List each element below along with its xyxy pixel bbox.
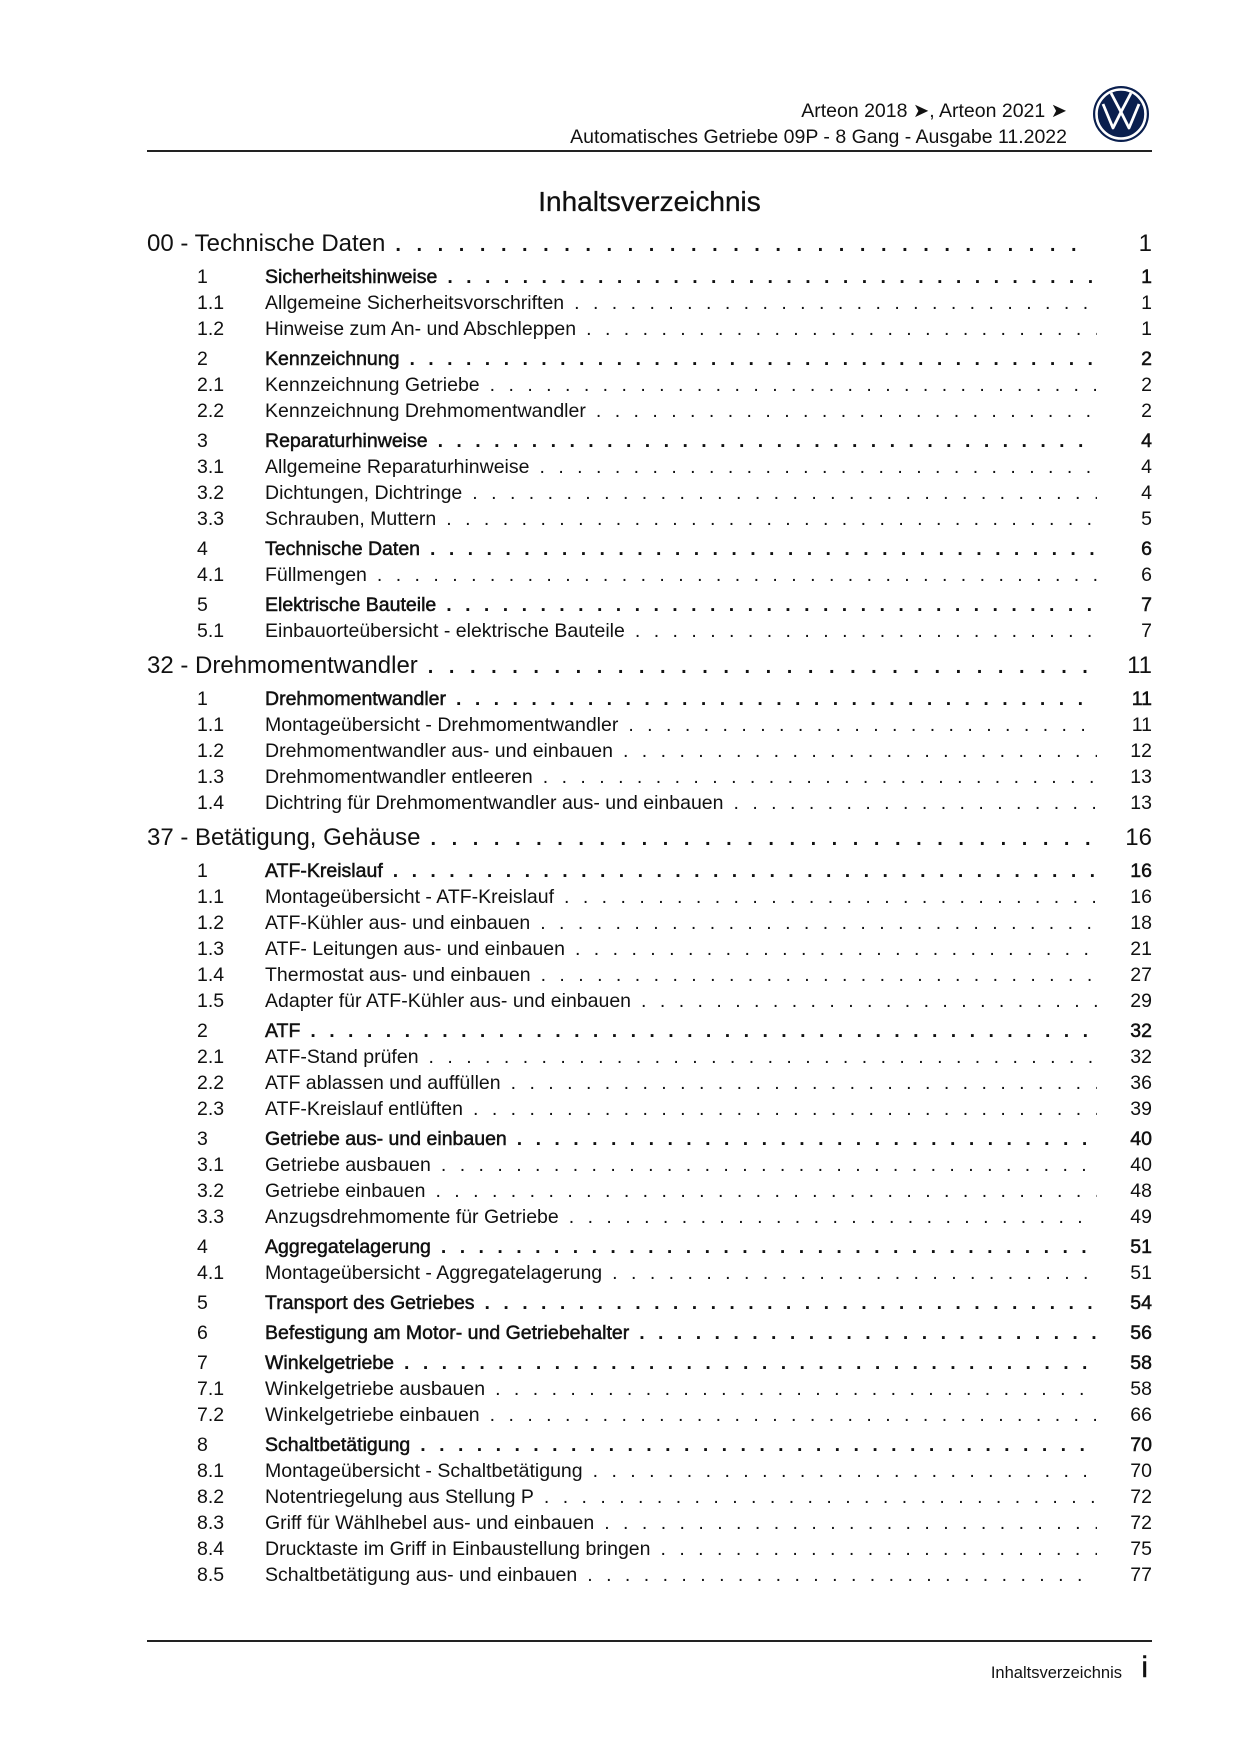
subsection-number: 1.2 xyxy=(197,912,225,934)
toc-subsection[interactable] xyxy=(147,1538,1152,1564)
section-page: 6 xyxy=(1141,538,1152,560)
section-page: 51 xyxy=(1130,1236,1152,1258)
subsection-page: 2 xyxy=(1141,374,1152,396)
section-number: 7 xyxy=(197,1352,208,1374)
subsection-number: 7.1 xyxy=(197,1378,225,1400)
subsection-page: 5 xyxy=(1141,508,1152,530)
section-number: 5 xyxy=(197,1292,208,1314)
subsection-page: 1 xyxy=(1141,292,1152,314)
subsection-number: 3.2 xyxy=(197,482,225,504)
footer-page-number: i xyxy=(1141,1651,1148,1684)
toc-subsection[interactable] xyxy=(147,1154,1152,1180)
subsection-page: 21 xyxy=(1130,938,1152,960)
toc-section[interactable] xyxy=(147,1020,1152,1046)
toc-subsection[interactable] xyxy=(147,766,1152,792)
toc-subsection[interactable] xyxy=(147,564,1152,590)
subsection-title: Hinweise zum An- und Abschleppen xyxy=(265,318,577,340)
toc-subsection[interactable] xyxy=(147,1206,1152,1232)
toc-section[interactable] xyxy=(147,348,1152,374)
toc-section[interactable] xyxy=(147,594,1152,620)
toc-subsection[interactable] xyxy=(147,1512,1152,1538)
subsection-title: Schaltbetätigung aus- und einbauen xyxy=(265,1564,578,1586)
section-page: 11 xyxy=(1131,688,1152,710)
subsection-title: Dichtungen, Dichtringe xyxy=(265,482,463,504)
section-page: 58 xyxy=(1130,1352,1152,1374)
subsection-title: ATF ablassen und auffüllen xyxy=(265,1072,501,1094)
dot-leader xyxy=(441,1236,1097,1259)
section-page: 4 xyxy=(1141,430,1152,452)
toc-subsection[interactable] xyxy=(147,1404,1152,1430)
toc-subsection[interactable] xyxy=(147,1486,1152,1512)
subsection-number: 3.1 xyxy=(197,456,225,478)
toc-chapter[interactable] xyxy=(147,652,1152,684)
subsection-page: 72 xyxy=(1130,1512,1152,1534)
toc-subsection[interactable] xyxy=(147,374,1152,400)
dot-leader xyxy=(593,1460,1097,1483)
subsection-number: 3.2 xyxy=(197,1180,225,1202)
footer-label: Inhaltsverzeichnis xyxy=(990,1664,1122,1682)
dot-leader xyxy=(420,1434,1097,1457)
dot-leader xyxy=(456,688,1097,711)
subsection-number: 3.3 xyxy=(197,1206,225,1228)
subsection-page: 4 xyxy=(1141,482,1152,504)
dot-leader xyxy=(635,620,1097,643)
subsection-page: 70 xyxy=(1130,1460,1152,1482)
subsection-title: Anzugsdrehmomente für Getriebe xyxy=(265,1206,559,1228)
chapter-title: 32 - Drehmomentwandler xyxy=(147,652,418,679)
subsection-title: Thermostat aus- und einbauen xyxy=(265,964,531,986)
subsection-number: 5.1 xyxy=(197,620,225,642)
subsection-title: Montageübersicht - Aggregatelagerung xyxy=(265,1262,603,1284)
dot-leader xyxy=(446,508,1097,531)
section-title: Aggregatelagerung xyxy=(265,1236,431,1258)
section-number: 1 xyxy=(197,266,208,288)
subsection-page: 66 xyxy=(1130,1404,1152,1426)
subsection-title: Füllmengen xyxy=(265,564,367,586)
toc-subsection[interactable] xyxy=(147,886,1152,912)
subsection-number: 8.3 xyxy=(197,1512,225,1534)
subsection-page: 11 xyxy=(1131,714,1152,736)
subsection-page: 27 xyxy=(1130,964,1152,986)
page-title: Inhaltsverzeichnis xyxy=(538,185,761,217)
section-page: 16 xyxy=(1130,860,1152,882)
toc-subsection[interactable] xyxy=(147,990,1152,1016)
vw-logo-icon xyxy=(1091,84,1151,144)
section-title: Elektrische Bauteile xyxy=(265,594,437,616)
subsection-title: Winkelgetriebe ausbauen xyxy=(265,1378,486,1400)
subsection-number: 3.1 xyxy=(197,1154,225,1176)
subsection-number: 7.2 xyxy=(197,1404,225,1426)
toc-subsection[interactable] xyxy=(147,292,1152,318)
subsection-title: ATF-Kühler aus- und einbauen xyxy=(265,912,531,934)
header-divider xyxy=(147,150,1152,152)
subsection-title: ATF-Kreislauf entlüften xyxy=(265,1098,463,1120)
subsection-number: 1.4 xyxy=(197,792,225,814)
toc-subsection[interactable] xyxy=(147,1262,1152,1288)
subsection-number: 8.2 xyxy=(197,1486,225,1508)
section-number: 4 xyxy=(197,538,208,560)
subsection-number: 4.1 xyxy=(197,1262,225,1284)
subsection-number: 1.2 xyxy=(197,740,225,762)
table-of-contents xyxy=(147,230,1152,1590)
section-title: ATF xyxy=(265,1020,301,1042)
dot-leader xyxy=(641,990,1097,1013)
subsection-title: Drehmomentwandler aus- und einbauen xyxy=(265,740,613,762)
subsection-number: 1.2 xyxy=(197,318,225,340)
section-page: 54 xyxy=(1130,1292,1152,1314)
subsection-number: 1.1 xyxy=(197,714,225,736)
chapter-page: 16 xyxy=(1125,824,1152,851)
subsection-page: 4 xyxy=(1141,456,1152,478)
toc-subsection[interactable] xyxy=(147,792,1152,818)
section-title: Befestigung am Motor- und Getriebehalter xyxy=(265,1322,630,1344)
subsection-page: 58 xyxy=(1130,1378,1152,1400)
subsection-title: Schrauben, Muttern xyxy=(265,508,437,530)
toc-section[interactable] xyxy=(147,430,1152,456)
dot-leader xyxy=(544,1486,1097,1509)
section-number: 3 xyxy=(197,430,208,452)
dot-leader xyxy=(438,430,1097,453)
subsection-number: 4.1 xyxy=(197,564,225,586)
subsection-page: 32 xyxy=(1130,1046,1152,1068)
dot-leader xyxy=(435,1180,1097,1203)
toc-section[interactable] xyxy=(147,1352,1152,1378)
subsection-number: 1.5 xyxy=(197,990,225,1012)
subsection-title: Griff für Wählhebel aus- und einbauen xyxy=(265,1512,595,1534)
chapter-title: 37 - Betätigung, Gehäuse xyxy=(147,824,421,851)
subsection-title: Winkelgetriebe einbauen xyxy=(265,1404,480,1426)
section-title: Getriebe aus- und einbauen xyxy=(265,1128,507,1150)
section-title: Winkelgetriebe xyxy=(265,1352,394,1374)
subsection-number: 1.3 xyxy=(197,766,225,788)
toc-subsection[interactable] xyxy=(147,508,1152,534)
dot-leader xyxy=(447,266,1097,289)
subsection-number: 2.1 xyxy=(197,1046,225,1068)
dot-leader xyxy=(495,1378,1097,1401)
section-title: Sicherheitshinweise xyxy=(265,266,438,288)
dot-leader xyxy=(586,318,1097,341)
toc-section[interactable] xyxy=(147,538,1152,564)
section-title: Reparaturhinweise xyxy=(265,430,428,452)
section-number: 4 xyxy=(197,1236,208,1258)
dot-leader xyxy=(485,1292,1097,1315)
dot-leader xyxy=(431,828,1092,851)
dot-leader xyxy=(539,456,1097,479)
subsection-number: 2.1 xyxy=(197,374,225,396)
toc-subsection[interactable] xyxy=(147,912,1152,938)
dot-leader xyxy=(441,1154,1097,1177)
dot-leader xyxy=(612,1262,1097,1285)
dot-leader xyxy=(517,1128,1097,1151)
subsection-page: 6 xyxy=(1141,564,1152,586)
dot-leader xyxy=(543,766,1097,789)
subsection-page: 16 xyxy=(1130,886,1152,908)
toc-section[interactable] xyxy=(147,1322,1152,1348)
toc-subsection[interactable] xyxy=(147,620,1152,646)
subsection-title: ATF- Leitungen aus- und einbauen xyxy=(265,938,565,960)
dot-leader xyxy=(564,886,1097,909)
subsection-title: Montageübersicht - Schaltbetätigung xyxy=(265,1460,583,1482)
subsection-title: Notentriegelung aus Stellung P xyxy=(265,1486,534,1508)
section-number: 5 xyxy=(197,594,208,616)
dot-leader xyxy=(569,1206,1097,1229)
toc-subsection[interactable] xyxy=(147,1072,1152,1098)
dot-leader xyxy=(377,564,1097,587)
toc-subsection[interactable] xyxy=(147,1046,1152,1072)
subsection-number: 2.2 xyxy=(197,1072,225,1094)
section-number: 1 xyxy=(197,860,208,882)
dot-leader xyxy=(395,234,1092,257)
subsection-page: 2 xyxy=(1141,400,1152,422)
toc-section[interactable] xyxy=(147,266,1152,292)
subsection-page: 13 xyxy=(1130,792,1152,814)
subsection-page: 7 xyxy=(1141,620,1152,642)
subsection-page: 12 xyxy=(1130,740,1152,762)
toc-chapter[interactable] xyxy=(147,230,1152,262)
subsection-number: 1.1 xyxy=(197,886,225,908)
section-number: 2 xyxy=(197,348,208,370)
subsection-page: 39 xyxy=(1130,1098,1152,1120)
dot-leader xyxy=(428,656,1092,679)
subsection-page: 48 xyxy=(1130,1180,1152,1202)
section-number: 6 xyxy=(197,1322,208,1344)
subsection-number: 8.5 xyxy=(197,1564,225,1586)
dot-leader xyxy=(596,400,1097,423)
section-page: 40 xyxy=(1130,1128,1152,1150)
subsection-number: 8.1 xyxy=(197,1460,225,1482)
subsection-title: Einbauorteübersicht - elektrische Bauteile xyxy=(265,620,625,642)
subsection-page: 77 xyxy=(1130,1564,1152,1586)
dot-leader xyxy=(604,1512,1097,1535)
subsection-title: Getriebe ausbauen xyxy=(265,1154,431,1176)
dot-leader xyxy=(511,1072,1097,1095)
subsection-page: 75 xyxy=(1130,1538,1152,1560)
chapter-page: 11 xyxy=(1127,652,1152,679)
section-title: Kennzeichnung xyxy=(265,348,400,370)
header-subtitle: Automatisches Getriebe 09P - 8 Gang - Ausgabe 11.2022 xyxy=(570,126,1067,148)
subsection-title: Kennzeichnung Drehmomentwandler xyxy=(265,400,586,422)
dot-leader xyxy=(430,538,1097,561)
toc-subsection[interactable] xyxy=(147,938,1152,964)
dot-leader xyxy=(490,374,1097,397)
subsection-page: 51 xyxy=(1130,1262,1152,1284)
dot-leader xyxy=(639,1322,1097,1345)
dot-leader xyxy=(661,1538,1098,1561)
subsection-page: 40 xyxy=(1130,1154,1152,1176)
subsection-title: Drucktaste im Griff in Einbaustellung bringen xyxy=(265,1538,651,1560)
subsection-page: 36 xyxy=(1130,1072,1152,1094)
section-title: Schaltbetätigung xyxy=(265,1434,411,1456)
subsection-title: Dichtring für Drehmomentwandler aus- und einbauen xyxy=(265,792,724,814)
toc-subsection[interactable] xyxy=(147,318,1152,344)
dot-leader xyxy=(575,938,1097,961)
toc-subsection[interactable] xyxy=(147,1378,1152,1404)
section-title: ATF-Kreislauf xyxy=(265,860,383,882)
dot-leader xyxy=(393,860,1097,883)
toc-subsection[interactable] xyxy=(147,1098,1152,1124)
toc-section[interactable] xyxy=(147,1292,1152,1318)
section-page: 32 xyxy=(1130,1020,1152,1042)
subsection-title: Montageübersicht - Drehmomentwandler xyxy=(265,714,619,736)
subsection-number: 2.2 xyxy=(197,400,225,422)
dot-leader xyxy=(574,292,1097,315)
toc-subsection[interactable] xyxy=(147,456,1152,482)
section-page: 2 xyxy=(1141,348,1152,370)
toc-section[interactable] xyxy=(147,1128,1152,1154)
section-number: 3 xyxy=(197,1128,208,1150)
subsection-title: Montageübersicht - ATF-Kreislauf xyxy=(265,886,555,908)
toc-section[interactable] xyxy=(147,1434,1152,1460)
subsection-title: Getriebe einbauen xyxy=(265,1180,426,1202)
dot-leader xyxy=(310,1020,1097,1043)
dot-leader xyxy=(623,740,1097,763)
subsection-page: 1 xyxy=(1141,318,1152,340)
dot-leader xyxy=(409,348,1097,371)
subsection-number: 1.1 xyxy=(197,292,225,314)
subsection-title: Kennzeichnung Getriebe xyxy=(265,374,480,396)
dot-leader xyxy=(473,1098,1097,1121)
chapter-page: 1 xyxy=(1138,230,1152,257)
section-number: 1 xyxy=(197,688,208,710)
toc-section[interactable] xyxy=(147,1236,1152,1262)
section-number: 8 xyxy=(197,1434,208,1456)
section-page: 56 xyxy=(1130,1322,1152,1344)
subsection-number: 3.3 xyxy=(197,508,225,530)
section-title: Technische Daten xyxy=(265,538,421,560)
toc-subsection[interactable] xyxy=(147,400,1152,426)
dot-leader xyxy=(587,1564,1097,1587)
header-models: Arteon 2018 ➤, Arteon 2021 ➤ xyxy=(801,100,1067,122)
toc-subsection[interactable] xyxy=(147,1180,1152,1206)
dot-leader xyxy=(446,594,1097,617)
subsection-title: Allgemeine Sicherheitsvorschriften xyxy=(265,292,565,314)
subsection-page: 49 xyxy=(1130,1206,1152,1228)
section-page: 1 xyxy=(1141,266,1152,288)
subsection-title: ATF-Stand prüfen xyxy=(265,1046,419,1068)
subsection-page: 29 xyxy=(1130,990,1152,1012)
section-number: 2 xyxy=(197,1020,208,1042)
subsection-title: Drehmomentwandler entleeren xyxy=(265,766,533,788)
dot-leader xyxy=(540,912,1097,935)
toc-subsection[interactable] xyxy=(147,1564,1152,1590)
subsection-page: 13 xyxy=(1130,766,1152,788)
dot-leader xyxy=(628,714,1097,737)
subsection-title: Adapter für ATF-Kühler aus- und einbauen xyxy=(265,990,632,1012)
section-page: 7 xyxy=(1141,594,1152,616)
subsection-number: 8.4 xyxy=(197,1538,225,1560)
section-title: Drehmomentwandler xyxy=(265,688,446,710)
toc-subsection[interactable] xyxy=(147,714,1152,740)
toc-subsection[interactable] xyxy=(147,964,1152,990)
subsection-number: 2.3 xyxy=(197,1098,225,1120)
footer-divider xyxy=(147,1640,1152,1642)
subsection-number: 1.4 xyxy=(197,964,225,986)
dot-leader xyxy=(490,1404,1097,1427)
chapter-title: 00 - Technische Daten xyxy=(147,230,386,257)
subsection-page: 72 xyxy=(1130,1486,1152,1508)
toc-subsection[interactable] xyxy=(147,1460,1152,1486)
dot-leader xyxy=(472,482,1097,505)
page-header xyxy=(147,97,1067,151)
section-page: 70 xyxy=(1130,1434,1152,1456)
dot-leader xyxy=(404,1352,1097,1375)
subsection-title: Allgemeine Reparaturhinweise xyxy=(265,456,530,478)
toc-section[interactable] xyxy=(147,688,1152,714)
toc-subsection[interactable] xyxy=(147,740,1152,766)
dot-leader xyxy=(734,792,1098,815)
subsection-number: 1.3 xyxy=(197,938,225,960)
section-title: Transport des Getriebes xyxy=(265,1292,475,1314)
subsection-page: 18 xyxy=(1130,912,1152,934)
dot-leader xyxy=(429,1046,1097,1069)
toc-section[interactable] xyxy=(147,860,1152,886)
dot-leader xyxy=(541,964,1097,987)
toc-subsection[interactable] xyxy=(147,482,1152,508)
toc-chapter[interactable] xyxy=(147,824,1152,856)
